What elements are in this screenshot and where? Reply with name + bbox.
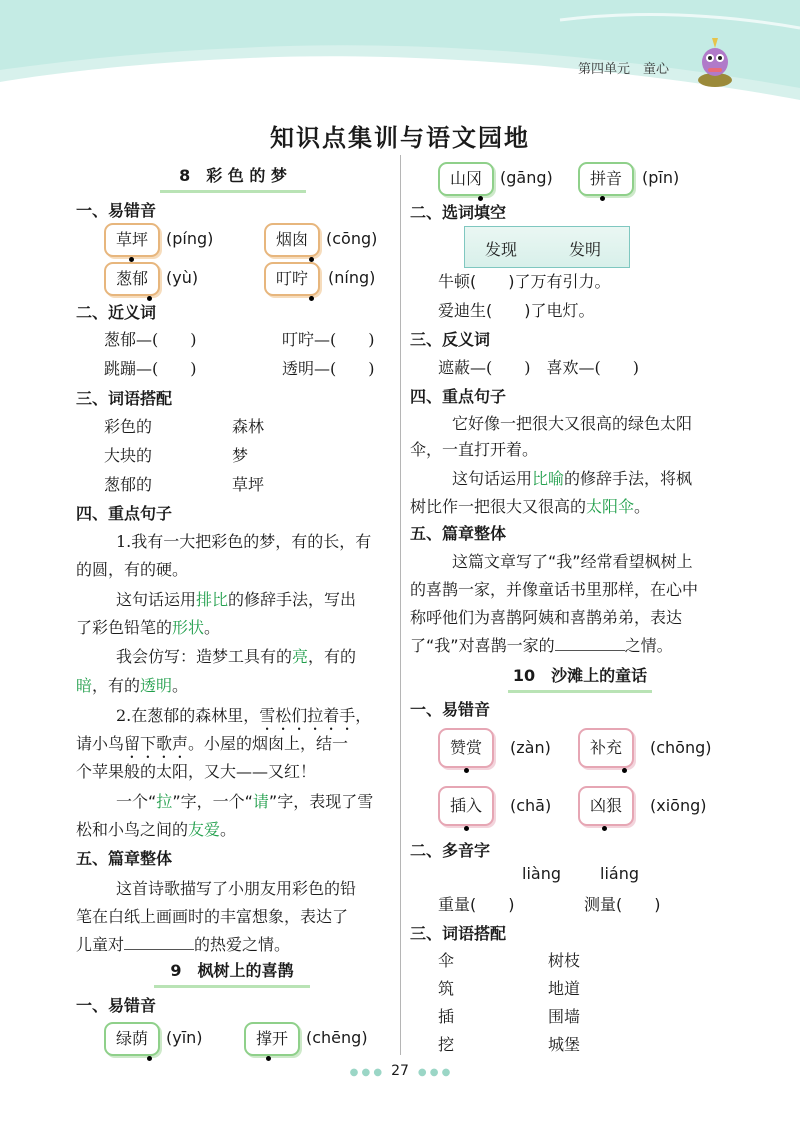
antonym-items: 遮蔽—( ) 喜欢—( ) — [438, 358, 639, 377]
analysis-line — [76, 615, 220, 638]
lesson10-word1: 赞赏 — [438, 728, 494, 768]
text: 的热爱之情。 — [194, 935, 291, 954]
analysis-line — [76, 817, 236, 840]
answer-highlight: 排比 — [196, 590, 229, 609]
summary-line: 的喜鹊一家，并像童话书里那样，在心中 — [410, 580, 699, 599]
lesson9-section1: 一、易错音 — [76, 996, 157, 1015]
dotted-text: 雪松们拉着手 — [259, 706, 356, 725]
lesson8-section5: 五、篇章整体 — [76, 849, 173, 868]
header-wave — [0, 0, 800, 110]
emphasis-dot — [602, 826, 607, 831]
decor-dots-icon: ● ● ● — [417, 1067, 451, 1078]
text: 这句话运用 — [452, 469, 533, 488]
emphasis-dot — [147, 1056, 152, 1061]
text: ， — [355, 706, 372, 725]
match-left: 插 — [438, 1007, 455, 1026]
match-right: 地道 — [548, 979, 581, 998]
lesson9-heading: 9 枫树上的喜鹊 — [154, 958, 310, 988]
text: 。小屋的烟囱上，结一 — [188, 734, 349, 753]
match-right: 树枝 — [548, 951, 581, 970]
lesson9-section5: 五、篇章整体 — [410, 524, 507, 543]
lesson8-word4: 叮咛 — [264, 262, 320, 296]
text: 。 — [634, 497, 651, 516]
lesson8-pinyin3: (yù) — [166, 268, 199, 287]
answer-highlight: 形状 — [172, 618, 205, 637]
emphasis-dot — [266, 1056, 271, 1061]
summary-line: 这首诗歌描写了小朋友用彩色的铅 — [116, 879, 357, 898]
key-sentence — [116, 703, 371, 734]
lesson8-word3: 葱郁 — [104, 262, 160, 296]
summary-line: 这篇文章写了“我”经常看望枫树上 — [452, 552, 693, 571]
answer-highlight: 比喻 — [532, 469, 565, 488]
key-sentence: 它好像一把很大又很高的绿色太阳 — [452, 414, 693, 433]
lesson9-section4: 四、重点句子 — [410, 387, 507, 406]
answer-highlight: 亮 — [292, 647, 309, 666]
match-left: 伞 — [438, 951, 455, 970]
match-left: 挖 — [438, 1035, 455, 1054]
analysis-line — [116, 789, 373, 812]
key-sentence: 伞，一直打开着。 — [410, 440, 539, 459]
emphasis-dot — [464, 768, 469, 773]
unit-label — [578, 58, 669, 77]
text: 儿童对 — [76, 935, 125, 954]
lesson9-pinyin2: (chēng) — [306, 1028, 368, 1047]
analysis-line — [410, 494, 650, 517]
lesson8-section2: 二、近义词 — [76, 303, 157, 322]
lesson10-word4: 凶狠 — [578, 786, 634, 826]
page-number-value: 27 — [391, 1063, 409, 1079]
lesson9-word4: 拼音 — [578, 162, 634, 196]
match-right: 梦 — [232, 446, 249, 465]
lesson10-section2: 二、多音字 — [410, 841, 491, 860]
key-sentence: 的圆，有的硬。 — [76, 560, 189, 579]
text: ，有的 — [92, 676, 141, 695]
match-right: 围墙 — [548, 1007, 581, 1026]
synonym-item: 跳蹦—( ) — [104, 359, 197, 378]
lesson9-pinyin1: (yīn) — [166, 1028, 203, 1047]
text: 了“我”对喜鹊一家的 — [410, 636, 555, 655]
lesson9-pinyin3: (gāng) — [500, 168, 553, 187]
text: 树比作一把很大又很高的 — [410, 497, 587, 516]
unit-number: 第四单元 — [578, 62, 631, 77]
text: 一个“ — [116, 792, 157, 811]
lesson10-heading: 10 沙滩上的童话 — [508, 663, 652, 693]
fill-sentence: 牛顿( )了万有引力。 — [438, 272, 611, 291]
summary-line — [410, 633, 673, 656]
lesson8-pinyin1: (píng) — [166, 229, 214, 248]
emphasis-dot — [622, 768, 627, 773]
summary-line: 称呼他们为喜鹊阿姨和喜鹊弟弟，表达 — [410, 608, 683, 627]
lesson10-pinyin4: (xiōng) — [650, 796, 707, 815]
lesson9-word1: 绿荫 — [104, 1022, 160, 1056]
lesson10-pinyin2: (chōng) — [650, 738, 712, 757]
unit-topic: 童心 — [643, 62, 670, 77]
text: 。 — [220, 820, 237, 839]
analysis-line — [116, 587, 356, 610]
text: 的修辞手法，将枫 — [564, 469, 693, 488]
text: 这句话运用 — [116, 590, 197, 609]
answer-highlight: 暗 — [76, 676, 93, 695]
polyphone-pinyin: liáng — [600, 864, 639, 883]
word-option: 发明 — [569, 240, 602, 259]
text: 2.在葱郁的森林里， — [116, 706, 260, 725]
page-number — [0, 1063, 800, 1079]
lesson10-word3: 插入 — [438, 786, 494, 826]
summary-line: 笔在白纸上画画时的丰富想象，表达了 — [76, 907, 349, 926]
lesson8-heading: 8 彩 色 的 梦 — [160, 163, 306, 193]
fill-blank[interactable] — [555, 636, 625, 651]
lesson10-word2: 补充 — [578, 728, 634, 768]
match-right: 森林 — [232, 417, 265, 436]
polyphone-item: 重量( ) — [438, 895, 515, 914]
text: ”字，表现了雪 — [268, 792, 374, 811]
page-title: 知识点集训与语文园地 — [270, 124, 530, 152]
polyphone-pinyin: liàng — [522, 864, 561, 883]
lesson9-section3: 三、反义词 — [410, 330, 491, 349]
answer-highlight: 请 — [252, 792, 269, 811]
synonym-item: 叮咛—( ) — [282, 330, 375, 349]
lesson10-section3: 三、词语搭配 — [410, 924, 507, 943]
fill-blank[interactable] — [124, 935, 194, 950]
emphasis-dot — [309, 296, 314, 301]
match-left: 葱郁的 — [104, 475, 153, 494]
synonym-item: 透明—( ) — [282, 359, 375, 378]
fill-sentence: 爱迪生( )了电灯。 — [438, 301, 595, 320]
text: 了彩色铅笔的 — [76, 618, 173, 637]
key-sentence: 个苹果般的太阳，又大——又红！ — [76, 762, 317, 781]
lesson8-section3: 三、词语搭配 — [76, 389, 173, 408]
lesson9-section2: 二、选词填空 — [410, 203, 507, 222]
lesson8-pinyin4: (níng) — [328, 268, 376, 287]
lesson8-section4: 四、重点句子 — [76, 504, 173, 523]
text: ，有的 — [308, 647, 357, 666]
key-sentence — [76, 731, 348, 762]
match-left: 彩色的 — [104, 417, 153, 436]
word-choice-box — [464, 226, 630, 268]
word-option: 发现 — [485, 240, 518, 259]
lesson10-pinyin3: (chā) — [510, 796, 552, 815]
text: 。 — [204, 618, 221, 637]
analysis-line — [116, 644, 356, 667]
match-right: 城堡 — [548, 1035, 581, 1054]
lesson9-word3: 山冈 — [438, 162, 494, 196]
match-right: 草坪 — [232, 475, 265, 494]
decor-dots-icon: ● ● ● — [349, 1067, 383, 1078]
summary-line — [76, 932, 290, 955]
lesson9-pinyin4: (pīn) — [642, 168, 680, 187]
match-left: 筑 — [438, 979, 455, 998]
lesson8-word2: 烟囱 — [264, 223, 320, 257]
match-left: 大块的 — [104, 446, 153, 465]
answer-highlight: 友爱 — [188, 820, 221, 839]
text: 我会仿写：造梦工具有的 — [116, 647, 293, 666]
lesson8-pinyin2: (cōng) — [326, 229, 378, 248]
answer-highlight: 透明 — [140, 676, 173, 695]
text: 松和小鸟之间的 — [76, 820, 189, 839]
text: 的修辞手法，写出 — [228, 590, 357, 609]
key-sentence: 1.我有一大把彩色的梦，有的长，有 — [116, 532, 372, 551]
robot-mascot-icon — [692, 34, 738, 90]
text: ”字，一个“ — [172, 792, 253, 811]
lesson10-section1: 一、易错音 — [410, 700, 491, 719]
dotted-text: 留下歌声 — [124, 734, 189, 753]
emphasis-dot — [464, 826, 469, 831]
lesson8-word1: 草坪 — [104, 223, 160, 257]
answer-highlight: 太阳伞 — [586, 497, 635, 516]
text: 。 — [172, 676, 189, 695]
lesson9-word2: 撑开 — [244, 1022, 300, 1056]
text: 请小鸟 — [76, 734, 125, 753]
analysis-line — [452, 466, 692, 489]
answer-highlight: 拉 — [156, 792, 173, 811]
analysis-line — [76, 673, 188, 696]
polyphone-item: 测量( ) — [584, 895, 661, 914]
synonym-item: 葱郁—( ) — [104, 330, 197, 349]
lesson8-section1: 一、易错音 — [76, 201, 157, 220]
text: 之情。 — [624, 636, 673, 655]
column-divider — [400, 155, 401, 1055]
lesson10-pinyin1: (zàn) — [510, 738, 551, 757]
emphasis-dot — [600, 196, 605, 201]
